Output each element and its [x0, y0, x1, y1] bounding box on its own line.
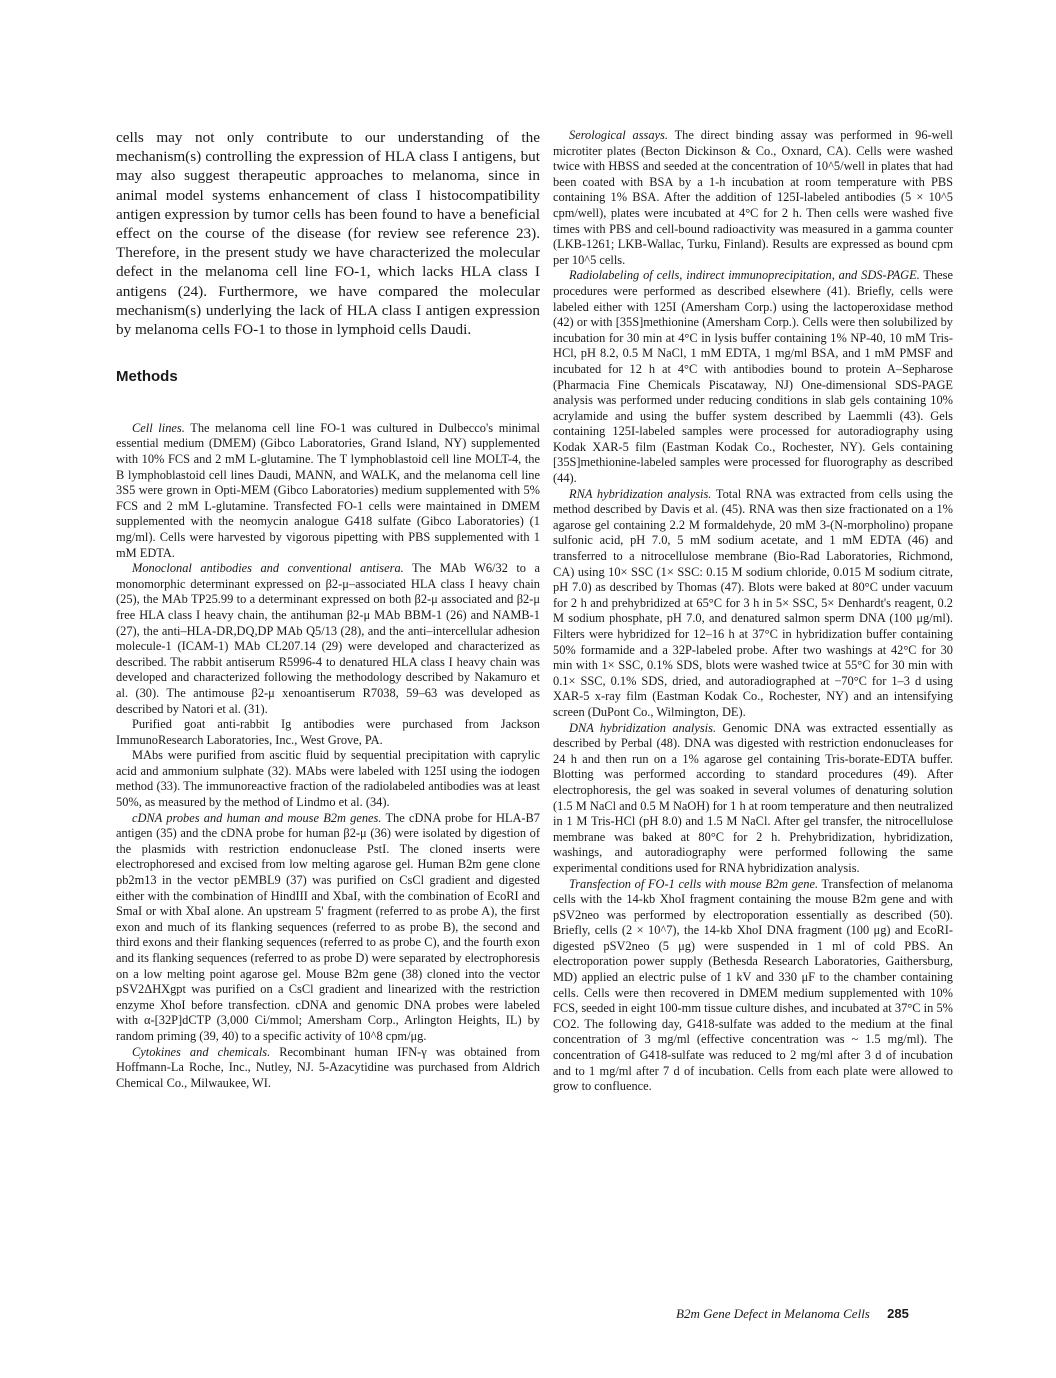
- paragraph: [553, 877, 953, 1095]
- paragraph-text: Purified goat anti-rabbit Ig antibodies were purchased from Jackson ImmunoResearch Laboratories, Inc., West Grove, PA.: [116, 717, 540, 747]
- paragraph: [116, 811, 540, 1045]
- paragraph-text: These procedures were performed as described elsewhere (41). Briefly, cells were labeled either with 125I (Amersham Corp.) using the lactoperoxidase method (42) or with [35S]methionine (Amersham Corp.). Cells were then solubilized by incubation for 30 min at 4°C in lysis buffer containing 1% NP-40, 10 mM Tris-HCl, pH 8.2, 0.5 M NaCl, 1 mM EDTA, 1 mg/ml BSA, and 1 mM PMSF and incubated for 12 h at 4°C with antibodies bound to protein A–Sepharose (Pharmacia Fine Chemicals Piscataway, NJ) One-dimensional SDS-PAGE analysis was performed under reducing conditions in slab gels containing 10% acrylamide and using the buffer system described by Laemmli (43). Gels containing 125I-labeled samples were processed for autoradiography using Kodak XAR-5 film (Eastman Kodak Co., Rochester, NY). Gels containing [35S]methionine-labeled samples were processed for fluorography as described (44).: [553, 268, 953, 486]
- paragraph-text: The MAb W6/32 to a monomorphic determinant expressed on β2-μ–associated HLA class I heavy chain (25), the MAb TP25.99 to a determinant expressed on both β2-μ associated and β2-μ free HLA class I heavy chain, the antihuman β2-μ MAb BBM-1 (26) and NAMB-1 (27), the anti–HLA-DR,DQ,DP MAb Q5/13 (28), and the anti–intercellular adhesion molecule-1 (ICAM-1) MAb CL207.14 (29) were developed and characterized as described. The rabbit antiserum R5996-4 to denatured HLA class I heavy chain was developed and characterized following the methodology described by Nakamuro et al. (30). The antimouse β2-μ xenoantiserum R7038, 59–63 was developed as described by Natori et al. (31).: [116, 561, 540, 716]
- paragraph: [116, 717, 540, 748]
- paragraph-text: The melanoma cell line FO-1 was cultured in Dulbecco's minimal essential medium (DMEM) (Gibco Laboratories, Grand Island, NY) supplemented with 10% FCS and 2 mM L-glutamine. The T lymphoblastoid cell line MOLT-4, the B lymphoblastoid cell lines Daudi, MANN, and WALK, and the melanoma cell line 3S5 were grown in Opti-MEM (Gibco Laboratories) medium supplemented with 5% FCS and 2 mM L-glutamine. Transfected FO-1 cells were maintained in DMEM supplemented with the neomycin analogue G418 sulfate (Gibco Laboratories) (1 mg/ml). Cells were harvested by vigorous pipetting with PBS supplemented with 1 mM EDTA.: [116, 420, 540, 560]
- subheading: Transfection of FO-1 cells with mouse B2m gene.: [569, 876, 819, 891]
- paragraph: [116, 748, 540, 810]
- paragraph-text: The direct binding assay was performed in 96-well microtiter plates (Becton Dickinson & Co., Oxnard, CA). Cells were washed twice with HBSS and seeded at the concentration of 10^5/well in plates that had been coated with BSA by a 1-h incubation at room temperature with PBS containing 1% BSA. After the addition of 125I-labeled antibodies (5 × 10^5 cpm/well), plates were incubated at 4°C for 2 h. Then cells were washed five times with PBS and cell-bound radioactivity was measured in a gamma counter (LKB-1261; LKB-Wallac, Turku, Finland). Results are expressed as bound cpm per 10^5 cells.: [553, 128, 953, 267]
- paragraph: [553, 487, 953, 721]
- paragraph: [553, 721, 953, 877]
- subheading: Monoclonal antibodies and conventional antisera.: [132, 561, 404, 576]
- subheading: Serological assays.: [569, 128, 668, 142]
- paragraph-text: Recombinant human IFN-γ was obtained from Hoffmann-La Roche, Inc., Nutley, NJ. 5-Azacytidine was purchased from Aldrich Chemical Co., Milwaukee, WI.: [116, 1044, 540, 1090]
- page-number: 285: [887, 1306, 909, 1321]
- subheading: RNA hybridization analysis.: [569, 486, 712, 501]
- left-paragraphs: [116, 421, 540, 1092]
- paragraph-text: MAbs were purified from ascitic fluid by sequential precipitation with caprylic acid and ammonium sulphate (32). MAbs were labeled with 125I using the iodogen method (33). The immunoreactive fraction of the radiolabeled antibodies was at least 50%, as measured by the method of Lindmo et al. (34).: [116, 748, 540, 810]
- page-footer: [676, 1306, 909, 1322]
- paragraph-text: Transfection of melanoma cells with the 14-kb XhoI fragment containing the mouse B2m gene and with pSV2neo was performed by electroporation essentially as described (50). Briefly, cells (2 × 10^7), the 14-kb XhoI DNA fragment (100 μg) and EcoRI-digested pSV2neo (5 μg) were suspended in 1 ml of cold PBS. An electroporation power supply (Bethesda Research Laboratories, Gaithersburg, MD) applied an electric pulse of 1 kV and 330 μF to the chamber containing cells. Cells were then recovered in DMEM medium supplemented with 10% FCS, seeded in eight 100-mm tissue culture dishes, and incubated at 37°C in 5% CO2. The following day, G418-sulfate was added to the medium at the final concentration of 3 mg/ml (effective concentration was ~ 1.5 mg/ml). The concentration of G418-sulfate was reduced to 2 mg/ml after 3 d of incubation and to 1 mg/ml after 7 d of incubation. Cells from each plate were allowed to grow to confluence.: [553, 876, 953, 1094]
- subheading: Cell lines.: [132, 420, 185, 435]
- paragraph-text: The cDNA probe for HLA-B7 antigen (35) and the cDNA probe for human β2-μ (36) were isolated by digestion of the plasmids with restriction endonuclease PstI. The cloned inserts were electrophoresed and excised from low melting agarose gel. Human B2m gene clone pb2m13 in the vector pEMBL9 (37) was purified on CsCl gradient and digested either with the combination of HindIII and XbaI, with the combination of EcoRI and SmaI or with XbaI alone. An upstream 5' fragment (referred to as probe A), the first exon and much of its flanking sequences (referred to as probe B), the second and third exons and their flanking sequences (referred to as probe C), and the fourth exon and its flanking sequences (referred to as probe D) were separated by electrophoresis on a low melting point agarose gel. Mouse B2m gene (38) cloned into the vector pSV2ΔHXgpt was purified on a CsCl gradient and linearized with the restriction enzyme XhoI before transfection. cDNA and genomic DNA probes were labeled with α-[32P]dCTP (3,000 Ci/mmol; Amersham Corp., Arlington Heights, IL) by random priming (39, 40) to a specific activity of 10^8 cpm/μg.: [116, 810, 540, 1043]
- subheading: DNA hybridization analysis.: [569, 720, 717, 735]
- left-column: [116, 128, 540, 1091]
- subheading: cDNA probes and human and mouse B2m genes.: [132, 810, 382, 825]
- paragraph: [553, 128, 953, 268]
- intro-paragraph: cells may not only contribute to our understanding of the mechanism(s) controlling the expression of HLA class I antigens, but may also suggest therapeutic approaches to melanoma, since in animal model systems enhancement of class I histocompatibility antigen expression by tumor cells has been found to have a beneficial effect on the course of the disease (for review see reference 23). Therefore, in the present study we have characterized the molecular defect in the melanoma cell line FO-1, which lacks HLA class I antigens (24). Furthermore, we have compared the molecular mechanism(s) underlying the lack of HLA class I antigen expression by melanoma cells FO-1 to those in lymphoid cells Daudi.: [116, 129, 540, 339]
- paragraph: [116, 561, 540, 717]
- methods-heading: Methods: [116, 368, 178, 386]
- subheading: Radiolabeling of cells, indirect immunoprecipitation, and SDS-PAGE.: [569, 268, 920, 283]
- paragraph-text: Total RNA was extracted from cells using the method described by Davis et al. (45). RNA was then size fractionated on a 1% agarose gel containing 2.2 M formaldehyde, 20 mM 3-(N-morpholino) propane sulfonic acid, pH 7.0, 5 mM sodium acetate, and 1 mM EDTA (46) and transferred to a nitrocellulose membrane (Bio-Rad Laboratories, Richmond, CA) using 10× SSC (1× SSC: 0.15 M sodium chloride, 0.015 M sodium citrate, pH 7.0) as described by Thomas (47). Blots were baked at 80°C under vacuum for 2 h and prehybridized at 65°C for 3 h in 5× SSC, 5× Denhardt's reagent, 0.2 M sodium phosphate, pH 7.0, and denatured salmon sperm DNA (100 μg/ml). Filters were hybridized for 12–16 h at 37°C in hybridization buffer containing 50% formamide and a 32P-labeled probe. After two washings at 42°C for 30 min with 1× SSC, 0.1% SDS, blots were washed twice at 55°C for 30 min with 0.1× SSC, 0.1% SDS, dried, and autoradiographed at −70°C for 1–3 d using XAR-5 x-ray film (Eastman Kodak Co., Rochester, NY) and an intensifying screen (DuPont Co., Wilmington, DE).: [553, 486, 954, 719]
- subheading: Cytokines and chemicals.: [132, 1044, 271, 1059]
- paragraph: [116, 421, 540, 561]
- paragraph: [553, 268, 953, 486]
- running-title: B2m Gene Defect in Melanoma Cells: [676, 1306, 870, 1321]
- paragraph: [116, 1045, 540, 1092]
- right-column: [553, 128, 953, 1095]
- paragraph-text: Genomic DNA was extracted essentially as described by Perbal (48). DNA was digested with restriction endonucleases for 24 h and then run on a 1% agarose gel containing Tris-borate-EDTA buffer. Blotting was performed according to standard procedures (49). After electrophoresis, the gel was soaked in several volumes of denaturing solution (1.5 M NaCl and 0.5 M NaOH) for 1 h at room temperature and then neutralized in 1 M Tris-HCl (pH 8.0) and 1.5 M NaCl. After gel transfer, the nitrocellulose membrane was baked at 80°C for 2 h. Prehybridization, hybridization, washings, and autoradiography were performed following the same experimental conditions used for RNA hybridization analysis.: [553, 720, 953, 875]
